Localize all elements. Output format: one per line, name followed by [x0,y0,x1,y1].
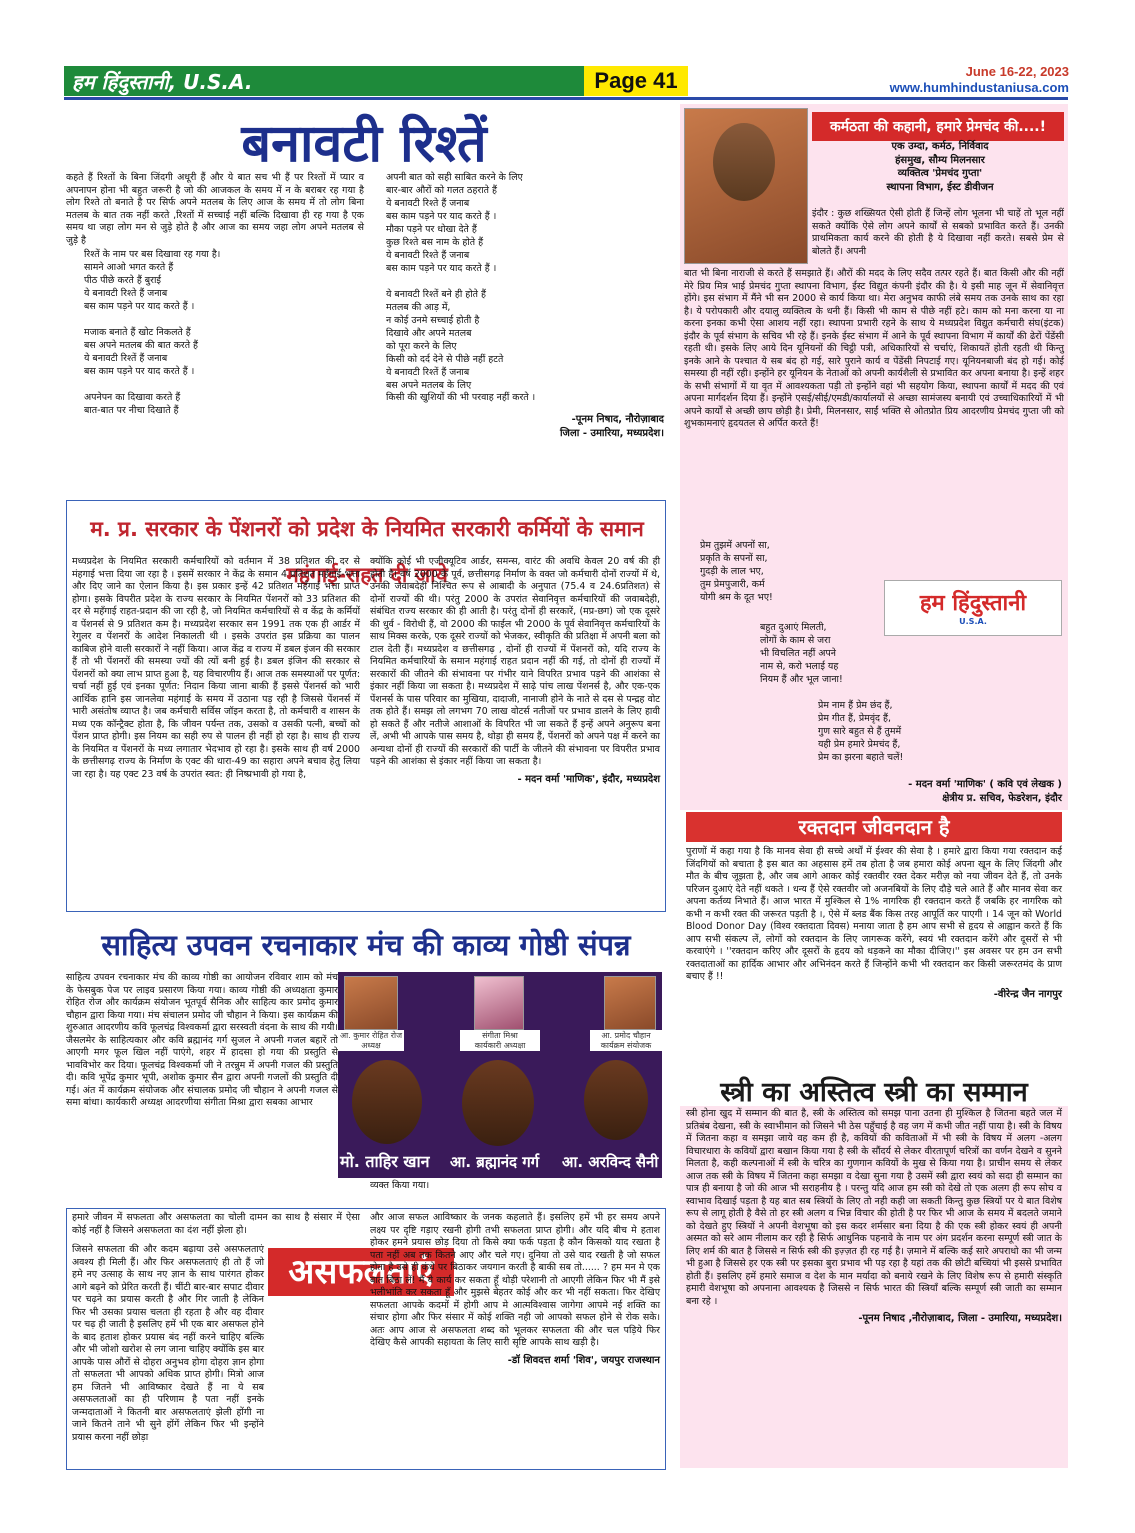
article-pension-col1 [72,556,360,781]
article-banawati-intro: कहते हैं रिश्तों के बिना जिंदगी अधूरी हैं और ये बात सच भी हैं पर रिश्तों में प्यार व अपनापन होना भी बहुत जरूरी है जो की आजकल के समय में न के बराबर रह गया है लोग रिश्ते तो बनाते है पर सिर्फ अपने मतलब के लिए आज के समय में तो लोग बिना मतलब के बात तक नहीं करते ,रिश्तों में सच्चाई नहीं बल्कि दिखावा ही रह गया है एक समय था जहा लोग मन से जुड़े होते है और आज का समय जहा लोग अपने मतलब से जुड़े है [66,172,364,246]
article-banawati-right [386,172,664,439]
poem-karmath-3: प्रेम नाम हैं प्रेम छंद हैं, प्रेम गीत हैं, प्रेमवृंद हैं, गुण सारे बहुत से हैं तुममें यही प्रेम हमारे प्रेमचंद हैं, प्रेम का झरना बहाते चलें! [818,700,904,763]
article-title-banawati: बनावटी रिश्तें [241,114,487,174]
poem-karmath-1: प्रेम तुझमें अपनों सा, प्रकृति के सपनों सा, गुदड़ी के लाल भए, तुम प्रेमपुजारी, कर्म योगी श्रम के दूत भए! [700,540,773,603]
logo-subtext: U.S.A. [959,617,987,626]
photo-brahmanand [462,1060,534,1146]
article-title-stri: स्त्री का अस्तित्व स्त्री का सम्मान [720,1077,1028,1108]
poem-banawati-right: अपनी बात को सही साबित करने के लिए बार-बार औरों को गलत ठहराते हैं ये बनावटी रिश्ते हैं जनाब बस काम पड़ने पर याद करते हैं । मौका पड़ने पर धोखा देते हैं कुछ रिश्ते बस नाम के होते हैं ये बनावटी रिश्ते हैं जनाब बस काम पड़ने पर याद करते हैं । ये बनावटी रिश्तें बने ही होते हैं मतलब की आड़ में, न कोई उनमे सच्चाई होती है दिखावे और अपने मतलब को पूरा करने के लिए किसी को दर्द देने से पीछे नहीं हटते ये बनावटी रिश्तें हैं जनाब बस अपने मतलब के लिए किसी की खुशियों की भी परवाह नहीं करते । [386,172,536,404]
photo-premchand [684,108,808,264]
article-asafal-intro: हमारे जीवन में सफलता और असफलता का चोली दामन का साथ है संसार में ऐसा कोई नहीं है जिसने असफलता का दंश नहीं झेला हो। [72,1212,360,1236]
article-asafal-top [72,1212,360,1237]
photo-arvind [584,1060,648,1140]
poster-name-2: आ. ब्रह्मानंद गर्ग [450,1153,540,1171]
poster-caption-1: आ. कुमार रोहित रोज [339,1031,403,1040]
poster-caption-3: आ. प्रमोद चौहान [590,1030,662,1041]
article-karmath-body [684,268,1064,431]
photo-tahir [352,1060,422,1144]
author-line: -वीरेन्द्र जैन नागपुर [993,988,1062,1000]
author-line: -पूनम निषाद ,नौरोज़ाबाद, जिला - उमारिया, मध्यप्रदेश। [858,1313,1062,1324]
author-line: - मदन वर्मा 'माणिक' ( कवि एवं लेखक ) [908,779,1062,790]
poster-name-3: आ. अरविन्द सैनी [562,1153,659,1171]
article-title-raktadan: रक्तदान जीवनदान है [686,812,1062,842]
article-raktadan-text: पुराणों में कहा गया है कि मानव सेवा ही सच्चे अर्थों में ईश्वर की सेवा है । हमारे द्वारा किया गया रक्तदान कई जिंदगियों को बचाता है इस बात का अहसास हमें तब होता है जब हमारा कोई अपना खून के लिए जिंदगी और मौत के बीच जूझता है, और जब आगे आकर कोई रक्तवीर रक्त देकर मरीज़ को नया जीवन देते हैं, तो उनके परिजन दुआएं देते नहीं थकते । धन्य हैं ऐसे रक्तवीर जो अजनबियों के लिए दौड़े चले आते हैं और मानव सेवा कर अपना कर्तव्य निभाते हैं। आज भारत में मुश्किल से 1% नागरिक ही रक्तदान करते हैं जबकि हर नागरिक को कभी न कभी रक्त की जरूरत पड़ती है ।, ऐसे में ब्लड बैंक किस तरह आपूर्ति कर पाएगी । 14 जून को World Blood Donor Day (विश्व रक्तदाता दिवस) मनाया जाता है हम आप सभी से हृदय से आह्वान करते हैं कि आप सभी संकल्प लें, लोगों को रक्तदान के लिए जागरूक करेंगे, स्वयं भी रक्तदान करेंगे और दूसरों से भी करवाएंगे । ''रक्तदान करिए और दूसरों के हृदय को धड़कने का मौका दीजिए।'' इस अवसर पर हम उन सभी रक्तदाताओं का हार्दिक आभार और अभिनंदन करते हैं जिन्होंने कभी भी रक्तदान कर किसी जरूरतमंद के प्राण बचाए हैं !! [686,846,1062,982]
page-number: Page 41 [584,66,688,96]
article-asafal-left-narrow [72,1244,264,1444]
event-poster [338,972,662,1178]
article-title-asafal: असफलताएं [268,1248,454,1296]
author-location: क्षेत्रीय प्र. सचिव, फेडरेशन, इंदौर [942,793,1062,804]
poster-name-1: मो. ताहिर खान [340,1152,430,1171]
article-sahitya-tail [370,1180,660,1193]
photo-sangeeta [474,976,524,1030]
masthead: हम हिंदुस्तानी, U.S.A. [64,66,584,96]
author-line: -डॉ शिवदत्त शर्मा 'शिव', जयपुर राजस्थान [507,1354,660,1366]
poster-caption-2: संगीता मिश्रा [460,1030,540,1041]
article-title-sahitya: साहित्य उपवन रचनाकार मंच की काव्य गोष्ठी संपन्न [101,928,631,962]
article-stri-text: स्त्री होना खुद में सम्मान की बात है, स्त्री के अस्तित्व को समझ पाना उतना ही मुश्किल है जितना बहते जल में प्रतिबंब देखना, स्त्री के स्वाभीमान को जिसने भी ठेस पहुँचाई है वह जग में कभी जीत नहीं पाया है। स्त्री के विषय में जितना कहा व समझा जाये वह कम ही है, कवियों की कविताओं में भी स्त्री के विषय में अलग -अलग विचारधारा के कवियों द्वारा बखान किया गया है स्त्री के सौंदर्य से लेकर वीरतापूर्ण चरित्रों का वर्णन देखने व सुनने मिलता है, कही कल्पनाओं में स्त्री के चरित्र का गुणगान कवियों के मुख से किया गया है। प्राचीन समय से लेकर आज तक स्त्री के विषय में जितना कहा समझा व देखा सुना गया है उसमें स्त्री द्वारा स्वयं को सदा ही सम्मान का पात्र ही बनाया है जो की आज भी सराहनीय है । परन्तु यदि आज हम स्त्री को देखे तो एक अलग ही रूप सोच व स्वाभाव दिखाई पड़ता है यह बात सब स्त्रियों के लिए तो नही कही जा सकती किन्तु कुछ स्त्रियों पर ये बात विशेष रूप से लागू होती है वैसे तो हर स्त्री अलग व भिन्न विचार की होती है पर फिर भी आज के समय में बदलते जमाने को देखते हुए स्त्रियों ने अपनी वेशभूषा को इस कदर शर्मसार बना दिया है की एक स्त्री होकर स्वयं ही अपनी अस्मत को सरे आम नीलाम कर रही है सिर्फ आधुनिक पहनावे के नाम पर अंग प्रदर्शन करना सम्पूर्ण स्त्री जात के लिए शर्म की बात है जिससे न सिर्फ स्त्री की इज़्ज़त ही रह गई है। ज़माने में बल्कि कई सारे अपराधो का भी जन्म भी हुआ है जिससे हर एक स्त्री पर इसका बुरा प्रभाव भी पड़ रहा है यहां तक की छोटी बच्चियां भी इससे प्रभावित होती हैं। इसलिए हमें हमारे समाज व देश के मान मर्यादा को बनाये रखने के लिए विशेष रूप से हमारी संस्कृति हमारी वेशभूषा को अपनाना आवश्यक है जिससे न सिर्फ भारत की स्त्रियाँ बल्कि सम्पूर्ण स्त्री जाती का सम्मान बना रहे । [686,1108,1062,1307]
article-karmath-side [812,208,1064,258]
article-asafal-text-left: जिसने सफलता की और कदम बढ़ाया उसे असफलताएं अवश्य ही मिली हैं। और फिर असफलताएं ही तो हैं जो हमे नए उत्साह के साथ नए ज्ञान के साथ पारंगत होकर आगे बढ़ने को प्रेरित करती हैं। चींटी बार-बार सपाट दीवार पर चढ़ने का प्रयास करती है और गिर जाती है लेकिन फिर भी उसका प्रयास चलता ही रहता है और वह दीवार पर चढ़ ही जाती है इसलिए हमें भी एक बार असफल होने के बाद हताश होकर प्रयास बंद नहीं करने चाहिए बल्कि और भी जोशो खरोश से लग जाना चाहिए क्योंकि इस बार आपके पास औरों से दोहरा अनुभव होगा दोहरा ज्ञान होगा तो सफलता भी आपको अधिक प्राप्त होगी। मित्रो आज हम जितने भी आविष्कार देखते हैं ना ये सब असफलताओं का ही परिणाम है पता नहीं इनके जन्मदाताओं ने कितनी बार असफलताएं झेली होंगी ना जाने कितने ताने भी सुने होंगें लेकिन फिर भी इन्होंने प्रयास करना नहीं छोड़ा [72,1244,264,1443]
article-raktadan-body [686,846,1062,1000]
article-sahitya-body [66,972,338,1110]
article-asafal-text-right: और आज सफल आविष्कार के जनक कहलाते हैं। इसलिए हमें भी हर समय अपने लक्ष्य पर दृष्टि गड़ाए रखनी होगी तभी सफलता प्राप्त होगी। और यदि बीच मे हताश होकर हमने प्रयास छोड़ दिया तो किसे क्या फर्क पड़ता है कौन किसको याद रखता है पता नहीं अब तक कितने आए और चले गए। दुनिया तो उसे याद रखती है जो सफल होता है उसे ही कंधे पर बिठाकर जयगान करती है बाकी सब तो...... ? हम मन मे एक बात बिठा लें! मैं ये कार्य कर सकता हूँ थोड़ी परेशानी तो आएगी लेकिन फिर भी मैं इसे भलीभांति कर सकता हूँ और मुझसे बेहतर कोई और कर भी नहीं सकता। फिर देखिए सफलता आपके कदमों में होगी आप मे आत्मविश्वास जागेगा आपमे नई शक्ति का संचार होगा और फिर संसार में कोई शक्ति नही जो आपको सफल होने से रोक सके। अतः आप आज से असफलता शब्द को भूलकर सफलता की और चल पड़िये फिर देखिए कैसे आपकी सहायता के लिए सारी सृष्टि आपके साथ खड़ी है। [370,1212,660,1348]
author-line: - मदन वर्मा 'माणिक', इंदौर, मध्यप्रदेश [517,773,660,785]
photo-kumar-rohit [344,976,398,1030]
logo-text: हम हिंदुस्तानी [919,591,1027,616]
author-location: जिला - उमारिया, मध्यप्रदेश। [559,428,664,440]
website-link[interactable]: www.humhindustaniusa.com [889,80,1069,95]
article-karmath-subtitle: एक उम्दा, कर्मठ, निर्विवाद हंसमुख, सौम्य मिलनसार व्यक्तित्व 'प्रेमचंद गुप्ता' स्थापना विभाग, ईस्ट डीवीजन [886,141,994,193]
article-karmath-text: बात भी बिना नाराजी से करते हैं समझाते हैं। औरों की मदद के लिए सदैव तत्पर रहते हैं। बात किसी और की नहीं मेरे प्रिय मित्र भाई प्रेमचंद गुप्ता स्थापना विभाग, ईस्ट विद्युत कंपनी इंदौर की है। ये इसी माह जून में सेवानिवृत्त होंगे। इस संभाग में मैंने भी सन 2000 से कार्य किया था। मेरा अनुभव काफी लंबे समय तक उनके साथ का रहा है। ये परोपकारी और दयालु व्यक्तित्व के धनी हैं। किसी भी काम से पीछे नहीं हटे। काम को मना करना या ना करना इनका कभी ऐसा आशय नहीं रहा। स्थापना प्रभारी रहने के साथ ये मध्यप्रदेश विद्युत कर्मचारी संघ(इंटक) इंदौर के पूर्व संभाग के सचिव भी रहे हैं। इनके ईस्ट संभाग में आने के पूर्व स्थापना विभाग में कार्यों की ढेरों पेंडेंसी रहती थी। इसके लिए आये दिन यूनियनों की चिट्ठी पत्री, अधिकारियों से चर्चाएं, शिकायतें होती रहती थी किन्तु इनके आने के पश्चात ये सब बंद हो गई, सारे पुराने कार्य व पेंडेंसी निपटाई गए। यूनियनबाजी बंद हो गई। कोई समस्या ही नहीं रही। इन्होंने हर यूनियन के नेताओं को अपनी कार्यशैली से प्रभावित कर अपना बनाया है। इन्हें शहर के सभी संभागों में या वृत में आवश्यकता पड़ी तो इन्होंने वहां भी सहयोग किया, स्थापना कार्यों में मदद की एवं अपना मार्गदर्शन दिया हैं। इन्होंने एसई/सीई/एमडी/कार्यालयों से अच्छा सामंजस्य बनायी एवं उच्चाधिकारियों में भी अपने कार्यों से अच्छी छाप छोड़ी है। प्रेमी, मिलनसार, साईं भक्ति से ओतप्रोत प्रिय आदरणीय प्रेमचंद गुप्ता जी को शुभकामनाएं हृदयतल से अर्पित करते हैं! [684,268,1064,429]
header-divider [64,97,1068,100]
poster-role-1: अध्यक्ष [338,1040,404,1051]
issue-date: June 16-22, 2023 [965,64,1069,79]
author-line: -पूनम निषाद, नौरोज़ाबाद [571,414,664,426]
article-banawati-left [66,172,364,418]
hum-hindustani-logo [884,580,1062,636]
photo-pramod [604,976,656,1030]
article-title-pension: म. प्र. सरकार के पेंशनरों को प्रदेश के नियमित सरकारी कर्मियों के समान महंगाई-राहत दी जाये [90,517,644,587]
poster-role-2: कार्यकारी अध्यक्षा [460,1040,540,1051]
poem-banawati-left: रिश्तें के नाम पर बस दिखावा रह गया है। सामने आओ भगत करते हैं पीठ पीछे करते हैं बुराई ये बनावटी रिश्ते हैं जनाब बस काम पड़ने पर याद करते हैं । मजाक बनाते हैं खोट निकलते हैं बस अपने मतलब की बात करते हैं ये बनावटी रिश्तें हैं जनाब बस काम पड़ने पर याद करते हैं । अपनेपन का दिखावा करते हैं बात-बात पर नीचा दिखाते हैं [84,249,221,416]
article-pension-text-1: मध्यप्रदेश के नियमित सरकारी कर्मचारियों को वर्तमान में 38 प्रतिशत की दर से मंहगाई भत्ता दिया जा रहा है । इसमें सरकार ने केंद्र के समान 4 प्रतिशत महँगाई-भत्ता और दिए जाने का ऐलान किया है। इस प्रकार इन्हें 42 प्रतिशत महँगाई भत्ता प्राप्त होगा। इसके विपरीत प्रदेश के राज्य सरकार के नियमित पेंशनरों को 33 प्रतिशत की दर से महँगाई राहत-प्रदान की जा रही है, जो नियमित कर्मचारियों से व केंद्र के कर्मियों व पेंशनर्स से 9 प्रतिशत कम है। मध्यप्रदेश सरकार सन 1991 तक एक ही आर्डर में रेगुलर व पेंशनरों के आदेश निकालती थी । इसके उपरांत इस प्रक्रिया का पालन काबिज होने वाली सरकारों ने नहीं किया। आज केंद्र व राज्य में डबल इंजन की सरकार हैं तो भी पेंशनरों की समस्या ज्यों की त्यों बनी हुई है। डबल इंजिन की सरकार से पेंशनरों को क्या लाभ प्राप्त हुआ है, यह विचारणीय हैं। आज तक समस्याओं पर पूर्णत: चर्चा नहीं हुई एवं इनका पूर्णत: निदान किया जाना बाकी हैं इससे पेंशनर्स को भारी आर्थिक हानि इस जानलेवा महंगाई के समय में उठाना पड़ रही है जिससे पेंशनर्स में भारी असंतोष व्याप्त है। जब कर्मचारी सर्विस जॉइन करता है, तो कर्मचारी व शासन के मध्य एक कॉन्ट्रैक्ट होता है, कि जीवन पर्यन्त तक, उसको व उसकी पत्नी, बच्चों को पेंशन प्राप्त होगी। इस नियम का सही रुप से पालन ही नहीं हो रहा है। साथ ही राज्य के नियमित व पेंशनरों के मध्य लगातार भेदभाव हो रहा है। इसके साथ ही वर्ष 2000 के छत्तीसगढ़ राज्य के निर्माण के एक्ट की धारा-49 का सहारा अपने बचाव हेतु लिया जा रहा है। यह एक्ट 23 वर्ष के उपरांत स्वत: ही निष्प्रभावी हो गया है, [72,556,360,780]
article-pension-text-2: क्योंकि कोई भी एजीक्यूटिव आर्डर, समन्स, वारंट की अवधि केवल 20 वर्ष की ही होती है। वर्ष 2000 के पूर्व, छत्तीसगढ़ निर्माण के वक्त जो कर्मचारी दोनों राज्यों में थे, उनकी जवाबदेही निश्चित रूप से आबादी के अनुपात (75.4 व 24.6प्रतिशत) से दोनों राज्यों की थी। परंतु 2000 के उपरांत सेवानिवृत्त कर्मचारियों की जवाबदेही, संबंधित राज्य सरकार की ही आती है। परंतु दोनों ही सरकारें, (मप्र-छग) जो एक दूसरे की धुर्व - विरोधी हैं, वो 2000 की फाईल भी 2000 के पूर्व सेवानिवृत्त कर्मचारियों के साथ मिक्स करके, एक दूसरे राज्यों को भेजकर, स्वीकृति की प्रतिक्षा में अपनी बला को टाल देती हैं। मध्यप्रदेश व छत्तीसगढ़ , दोनों ही राज्यों में पेंशनरों को, यदि राज्य के नियमित कर्मचारियों के समान महंगाई राहत प्रदान नहीं की गई, तो दोनों ही राज्यों में सरकारों की जीतने की संभावना पर गंभीर याने विपरित प्रभाव पड़ने की आशंका से इंकार नहीं किया जा सकता है। मध्यप्रदेश में साढ़े पांच लाख पेंशनर्स है, और एक-एक पेंशनर्स के पास परिवार का मुखिया, दादाजी, नानाजी होने के नाते से दस से पन्द्रह वोट तक होते हैं। समझ लो लगभग 70 लाख वोटर्स नतीजों पर प्रभाव डालने के लिए हावी हो सकते हैं और नतीजे आशाओं के विपरित भी जा सकते हैं इन्हें अपने अनुरूप बना लें, अभी भी आपके पास समय है, थोड़ा ही समय हैं, पेंशनरों को अपने पक्ष में करने का अन्यथा दोनों ही राज्यों की सरकारों की पार्टी के जीतने की संभावना पर विपरीत प्रभाव पड़ने की आशंका से इंकार नहीं किया जा सकता है। [370,556,660,767]
article-stri-body [686,1108,1062,1324]
article-karmath-text-side: इंदौर : कुछ शख्सियत ऐसी होती हैं जिन्हें लोग भूलना भी चाहें तो भूल नहीं सकते क्योंकि ऐसे लोग अपने कार्यों से सबको प्रभावित करते हैं। उनकी प्राथमिकता कार्य करने की होती है ये दिखावा नहीं करते। सबसे प्रेम से बोलते हैं। अपनी [812,208,1064,257]
article-pension-col2 [370,556,660,785]
article-sahitya-tail-text: व्यक्त किया गया। [370,1180,430,1191]
poem-karmath-2: बहुत दुआएं मिलती, लोगों के काम से जरा भी विचलित नहीं अपने नाम से, करो भलाई यह नियम हैं और भूल जाना! [760,622,843,685]
article-title-karmath: कर्मठता की कहानी, हमारे प्रेमचंद की....! [812,112,1064,141]
poster-role-3: कार्यक्रम संयोजक [590,1040,662,1051]
article-sahitya-text: साहित्य उपवन रचनाकार मंच की काव्य गोष्ठी का आयोजन रविवार शाम को मंच के फेसबुक पेज पर लाइव प्रसारण किया गया। काव्य गोष्ठी की अध्यक्षता कुमार रोहित रोज और कार्यक्रम संयोजन भूतपूर्व सैनिक और साहित्य कार प्रमोद कुमार चौहान द्वारा किया गया। मंच संचालन प्रमोद जी चौहान ने किया। इस कार्यक्रम की शुरुआत आदरणीय कवि फूलचंद्र विश्वकर्मा द्वारा सरस्वती वंदना के साथ की गयी। जैसलमेर के साहित्यकार और कवि ब्रह्मानंद गर्ग सुजल ने अपनी गजल बहारें तो आएगी मगर फूल खिल नहीं पाएंगे, शहर में हादसा हो गया की प्रस्तुति से भावविभोर कर दिया। फूलचंद्र विश्वकर्मा जी ने तरन्नुम में अपनी गजल की प्रस्तुति दी। कवि भूपेंद्र कुमार भूपी, अशोक कुमार सैन द्वारा अपनी गजलों की प्रस्तुति दी गई। अंत में कार्यक्रम संयोजक और संचालक प्रमोद जी चौहान ने अपनी गजल से समा बांधा। कार्यकारी अध्यक्ष आदरणीया संगीता मिश्रा द्वारा सबका आभार [66,972,338,1108]
article-asafal-right [370,1212,660,1366]
